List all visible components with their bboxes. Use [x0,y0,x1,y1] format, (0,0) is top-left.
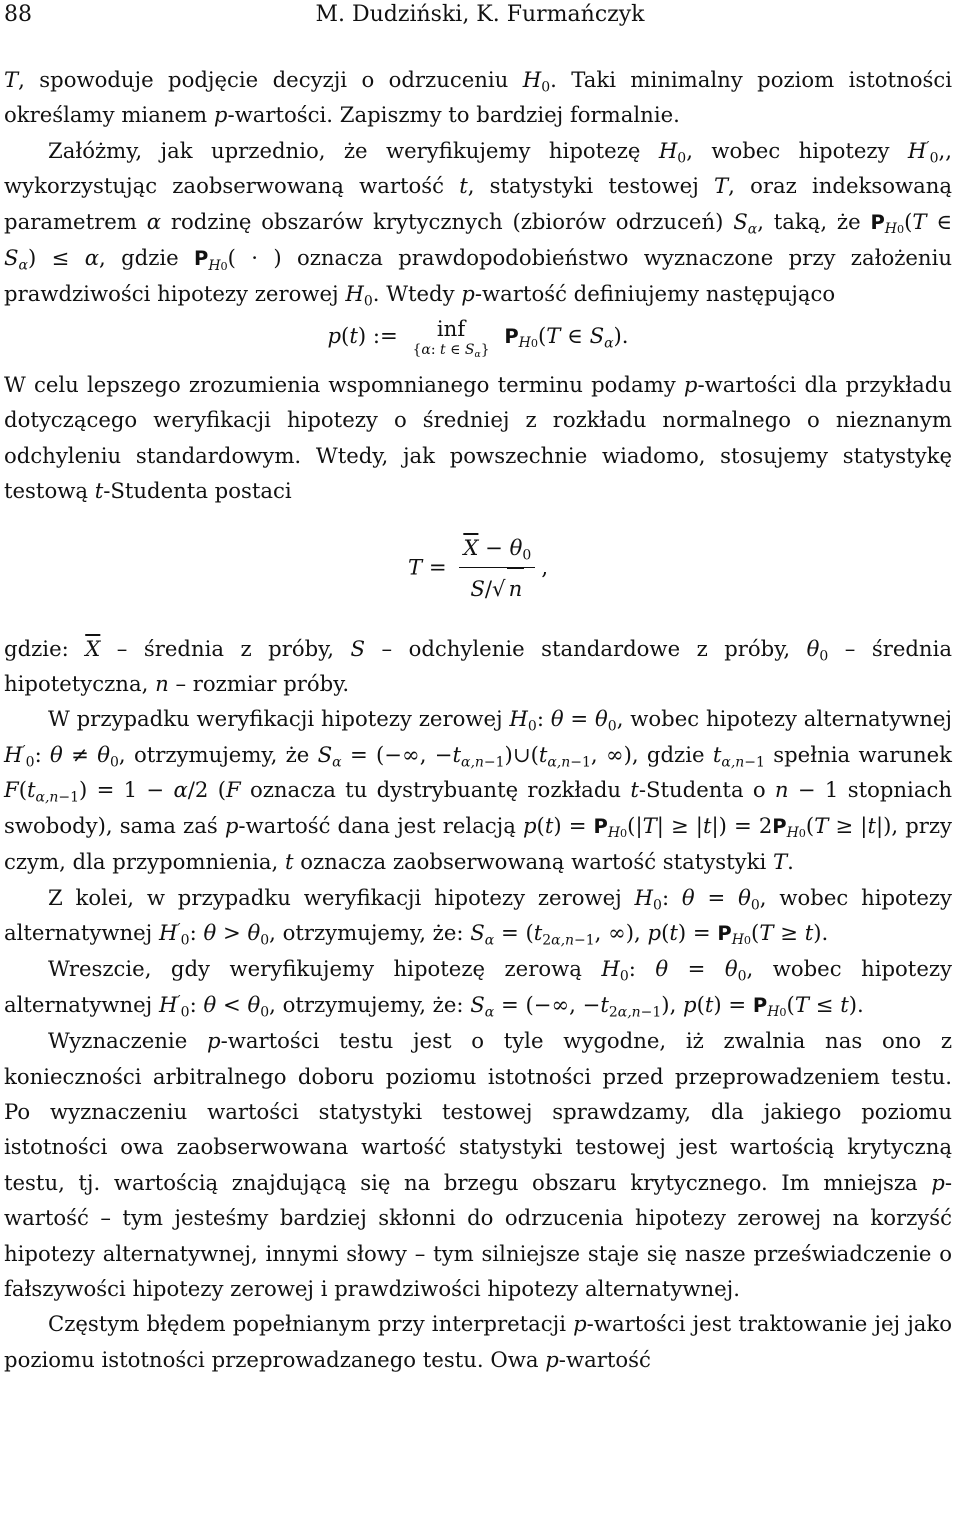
paragraph-9: Częstym błędem popełnianym przy interpretacji p-wartości jest traktowanie jej jako poziomu istotności przeprowadzanego testu. Owa p-wartość [4,1311,952,1372]
page-header [4,0,956,36]
running-head: M. Dudziński, K. Furmańczyk [315,2,645,27]
page-number: 88 [4,2,32,27]
body-text [4,62,952,1377]
paragraph-5: W przypadku weryfikacji hipotezy zerowej $H_0$: $\theta = \theta_0$, wobec hipotezy alternatywnej $H'_0$: $\theta \ne \theta_0$, otrzymujemy, że $S_\alpha$ = (−∞, $-t_{\alpha,n-1})\cup(t_{\alpha,n-1}$, ∞), gdzie $t_{\alpha,n-1}$ spełnia warunek $F(t_{\alpha,n-1}) = 1 - \alpha/2$ (F oznacza tu dystrybuantę rozkładu t-Studenta o n − 1 stopniach swobody), sama zaś p-wartość dana jest relacją $p(t) = P_{H0}(|T| \ge |t|) = 2P_{H0}(T \ge |t|)$, przy czym, dla przypomnienia, t oznacza zaobserwowaną wartość statystyki T. [4,706,953,875]
paragraph-3: W celu lepszego zrozumienia wspomnianego terminu podamy p-wartości dla przykładu dotyczącego weryfikacji hipotezy o średniej z rozkładu normalnego o nieznanym odchyleniu standardowym. Wtedy, jak powszechnie wiadomo, stosujemy statystykę testową t-Studenta postaci [4,372,952,504]
paragraph-8: Wyznaczenie p-wartości testu jest o tyle wygodne, iż zwalnia nas ono z konieczności arbitralnego doboru poziomu istotności przed przeprowadzeniem testu. Po wyznaczeniu wartości statystyki testowej sprawdzamy, dla jakiego poziomu istotności owa zaobserwowana wartość statystyki testowej jest wartością krytyczną testu, tj. wartością znajdującą się na brzegu obszaru krytycznego. Im mniejsza p-wartość – tym jesteśmy bardziej skłonni do odrzucenia hipotezy zerowej na korzyść hipotezy alternatywnej, innymi słowy – tym silniejsze staje się nasze przeświadczenie o fałszywości hipotezy zerowej i prawdziwości hipotezy alternatywnej. [4,1028,952,1301]
p-value-definition: p(t) := inf {α: t ∈ $S_\alpha$} $P_{H0}(T$ ∈ $S_\alpha$). [327,315,629,360]
paragraph-6: Z kolei, w przypadku weryfikacji hipotezy zerowej $H_0$: $\theta = \theta_0$, wobec hipotezy alternatywnej $H'_0$: $\theta > \theta_0$, otrzymujemy, że: $S_\alpha = (t_{2\alpha,n-1}$, ∞), $p(t) = P_{H0}(T \ge t)$. [4,884,952,949]
paragraph-7: Wreszcie, gdy weryfikujemy hipotezę zerową $H_0$: $\theta = \theta_0$, wobec hipotezy alternatywnej $H'_0$: $\theta < \theta_0$, otrzymujemy, że: $S_\alpha$ = (−∞, $-t_{2\alpha,n-1}$), $p(t) = P_{H0}(T \le t)$. [4,956,952,1021]
paragraph-2: Załóżmy, jak uprzednio, że weryfikujemy hipotezę $H_0$, wobec hipotezy $H'_0$,, wykorzystując zaobserwowaną wartość t, statystyki testowej T, oraz indeksowaną parametrem α rodzinę obszarów krytycznych (zbiorów odrzuceń) $S_\alpha$, taką, że $P_{H0}(T$ ∈ $S_\alpha) \le \alpha$, gdzie $P_{H0}$( · ) oznacza prawdopodobieństwo wyznaczone przy założeniu prawdziwości hipotezy zerowej $H_0$. Wtedy p-wartość definiujemy następująco [4,137,953,310]
t-statistic-formula: T = $\frac{\overline{X} - \theta_0}{S/√ n}$ , [4,529,952,609]
paragraph-4: gdzie: $\overline{X}$ – średnia z próby, S – odchylenie standardowe z próby, $\theta_0$ – średnia hipotetyczna, n – rozmiar próby. [4,635,952,697]
paragraph-1: T, spowoduje podjęcie decyzji o odrzuceniu $H_0$. Taki minimalny poziom istotności określamy mianem p-wartości. Zapiszmy to bardziej formalnie. [4,67,952,128]
